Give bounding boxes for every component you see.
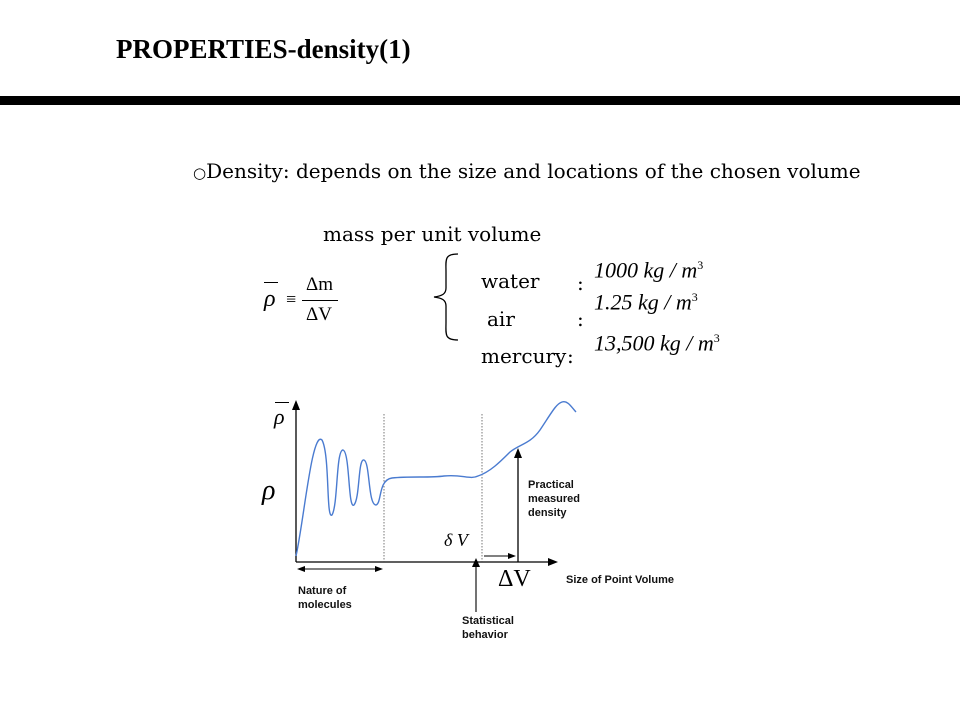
material-water-colon: :: [577, 271, 584, 295]
formula-operator: ≡: [286, 289, 297, 309]
formula-lhs: ρ: [264, 286, 276, 312]
water-value-exp: 3: [697, 258, 704, 272]
material-air: air: [487, 307, 515, 331]
y-symbol-mean: ρ: [274, 404, 285, 429]
material-water: water: [481, 269, 540, 293]
air-value-exp: 3: [691, 290, 698, 304]
label-nature-line1: Nature of: [298, 585, 347, 597]
mercury-value-text: 13,500 kg / m: [594, 330, 714, 356]
page-title: PROPERTIES-density(1): [116, 34, 411, 64]
nature-span-arrow-right: [375, 566, 383, 572]
y-axis-arrow: [292, 400, 300, 410]
label-practical-line1: Practical: [528, 479, 574, 491]
bullet-text: Density: depends on the size and locations of the chosen volume: [206, 159, 861, 183]
bullet-marker: ○: [193, 164, 207, 182]
formula-denominator: ΔV: [306, 304, 332, 325]
practical-arrow-head: [514, 448, 522, 458]
label-stat-line1: Statistical: [462, 615, 514, 627]
label-practical: [528, 478, 580, 520]
air-value-text: 1.25 kg / m: [594, 289, 692, 315]
label-nature-line2: molecules: [298, 599, 352, 611]
y-symbol: ρ: [262, 475, 276, 506]
delta-big-label: ΔV: [498, 566, 531, 592]
material-mercury-colon: :: [567, 344, 574, 368]
delta-small-label: δ V: [444, 530, 468, 550]
formula-numerator: Δm: [306, 274, 333, 295]
label-statistical-behavior: [462, 614, 514, 642]
label-stat-line2: behavior: [462, 629, 508, 641]
material-air-colon: :: [577, 307, 584, 331]
mercury-value-exp: 3: [713, 331, 720, 345]
x-axis-arrow: [548, 558, 558, 566]
material-mercury: mercury: [481, 344, 567, 368]
delta-v-arrow-head: [508, 553, 516, 559]
definition-caption: mass per unit volume: [323, 222, 542, 246]
label-practical-line2: measured: [528, 493, 580, 505]
y-rho-overbar: [275, 402, 289, 403]
label-practical-line3: density: [528, 507, 567, 519]
water-value-text: 1000 kg / m: [594, 257, 698, 283]
nature-span-arrow-left: [297, 566, 305, 572]
label-nature-molecules: [298, 584, 352, 612]
label-size-point-volume: Size of Point Volume: [566, 574, 674, 586]
